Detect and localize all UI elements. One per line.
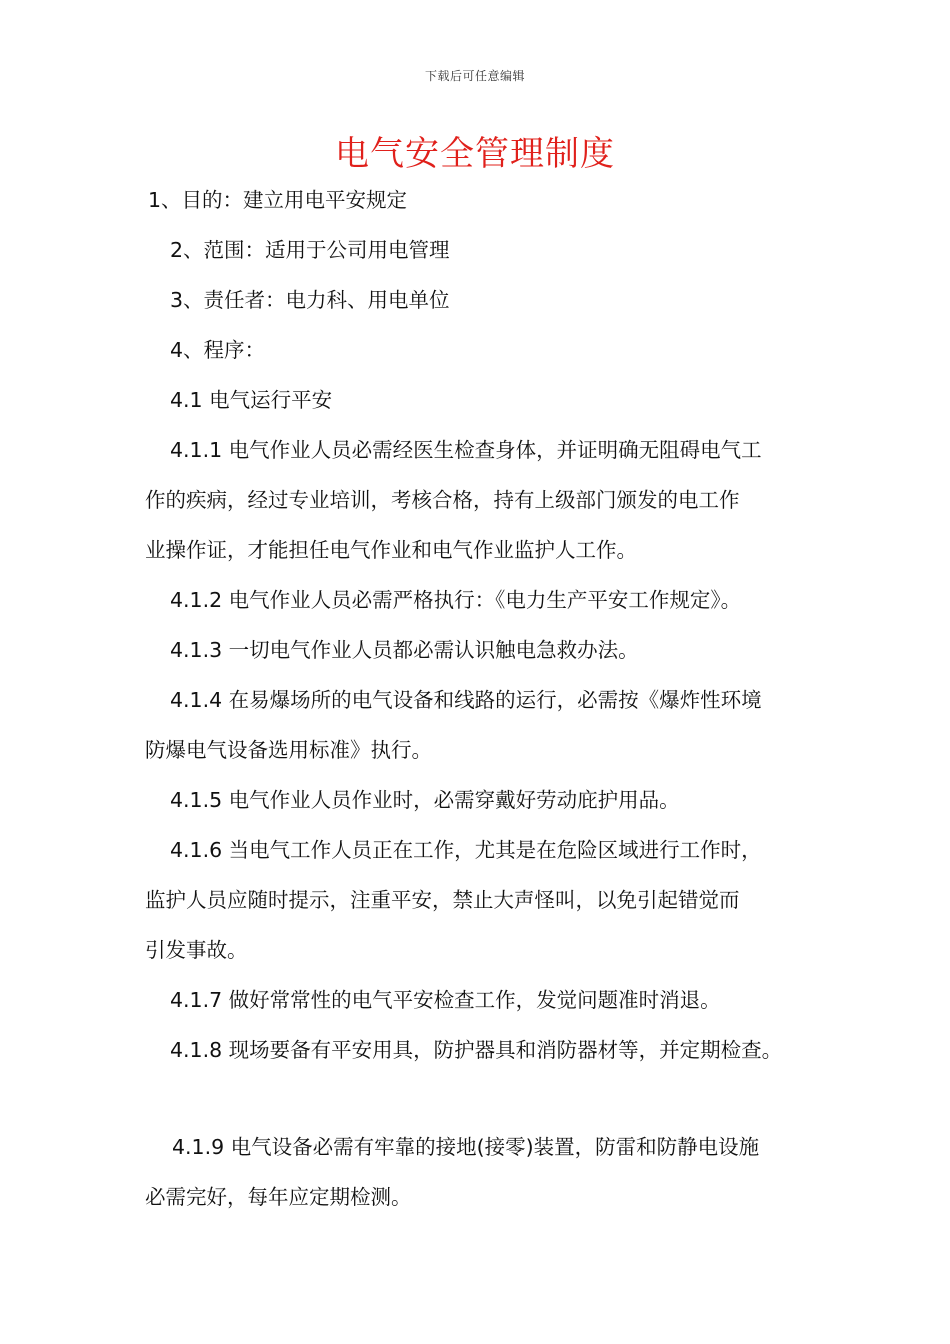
header-note: 下载后可任意编辑 [424,69,525,83]
document-title: 电气安全管理制度 [335,134,615,174]
clause-4-1-9-line-1: 4.1.9 电气设备必需有牢靠的接地(接零)装置，防雷和防静电设施 [172,1135,760,1159]
clause-4-1-4-line-1: 4.1.4 在易爆场所的电气设备和线路的运行，必需按《爆炸性环境 [170,688,762,712]
clause-4-1-6-line-3: 引发事故。 [145,938,248,962]
clause-4-1-1-line-3: 业操作证，才能担任电气作业和电气作业监护人工作。 [145,538,637,562]
clause-4-1-6-line-1: 4.1.6 当电气工作人员正在工作，尤其是在危险区域进行工作时， [170,838,762,862]
line-purpose: 1、目的：建立用电平安规定 [148,188,408,212]
clause-4-1-7: 4.1.7 做好常常性的电气平安检查工作，发觉问题准时消退。 [170,988,721,1012]
clause-4-1-5: 4.1.5 电气作业人员作业时，必需穿戴好劳动庇护用品。 [170,788,680,812]
line-procedure: 4、程序： [170,338,266,362]
clause-4-1-3: 4.1.3 一切电气作业人员都必需认识触电急救办法。 [170,638,639,662]
clause-4-1-6-line-2: 监护人员应随时提示，注重平安，禁止大声怪叫，以免引起错觉而 [145,888,740,912]
clause-4-1-1-line-2: 作的疾病，经过专业培训，考核合格，持有上级部门颁发的电工作 [145,488,740,512]
clause-4-1-4-line-2: 防爆电气设备选用标准》执行。 [145,738,432,762]
line-scope: 2、范围：适用于公司用电管理 [170,238,450,262]
clause-4-1-2: 4.1.2 电气作业人员必需严格执行：《电力生产平安工作规定》。 [170,588,742,612]
clause-4-1-9-line-2: 必需完好，每年应定期检测。 [145,1185,412,1209]
clause-4-1-1-line-1: 4.1.1 电气作业人员必需经医生检查身体，并证明确无阻碍电气工 [170,438,762,462]
line-responsible: 3、责任者：电力科、用电单位 [170,288,450,312]
clause-4-1-8: 4.1.8 现场要备有平安用具，防护器具和消防器材等，并定期检查。 [170,1038,783,1062]
section-4-1-heading: 4.1 电气运行平安 [170,388,333,412]
